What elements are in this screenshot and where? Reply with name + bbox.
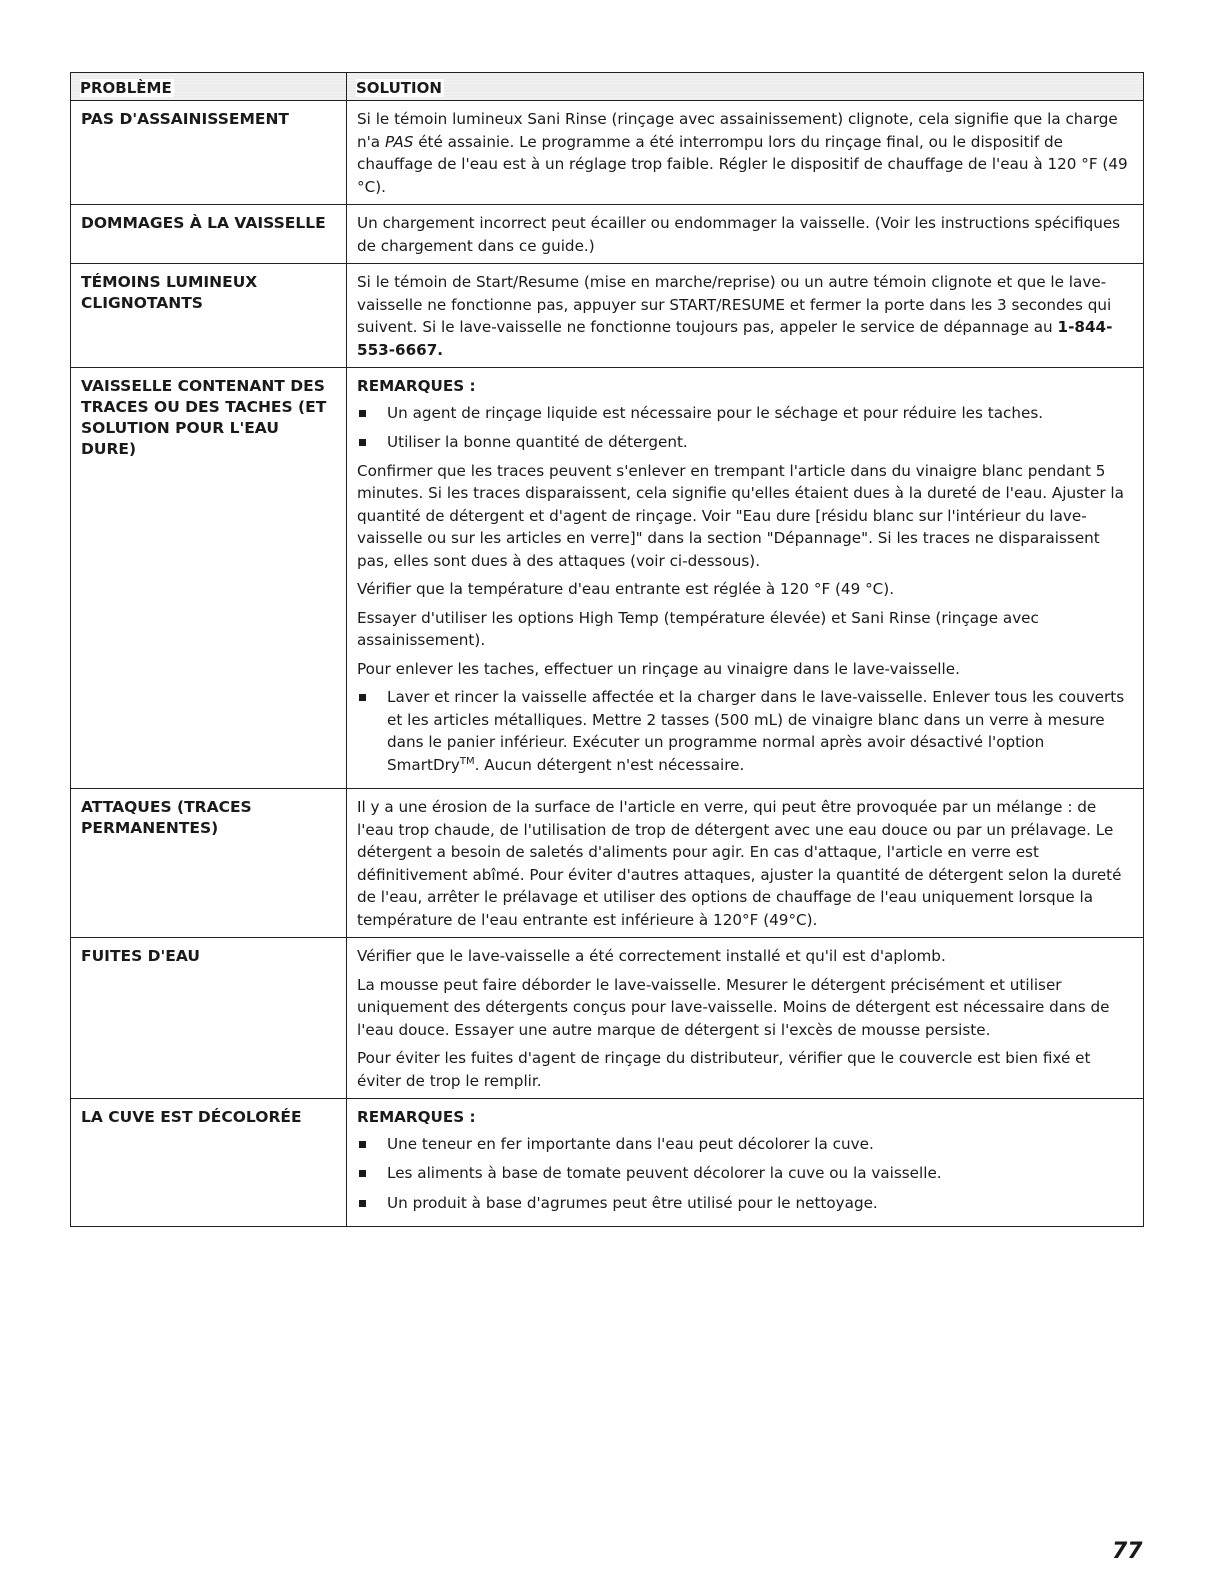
table-row: [71, 938, 1144, 1099]
problem-cell: FUITES D'EAU: [71, 938, 347, 1099]
solution-paragraph: Si le témoin de Start/Resume (mise en marche/reprise) ou un autre témoin clignote et que le lave-vaisselle ne fonctionne pas, appuyer sur START/RESUME et fermer la porte dans les 3 secondes qui suivent. Si le lave-vaisselle ne fonctionne toujours pas, appeler le service de dépannage au 1-844-553-6667.: [357, 273, 1113, 359]
trademark-symbol: TM: [459, 755, 475, 767]
bullet-list: [357, 1133, 1135, 1215]
solution-paragraph: Si le témoin lumineux Sani Rinse (rinçage avec assainissement) clignote, cela signifie que la charge n'a PAS été assainie. Le programme a été interrompu lors du rinçage final, ou le dispositif de chauffage de l'eau est à un réglage trop faible. Régler le dispositif de chauffage de l'eau à 120 °F (49 °C).: [357, 110, 1128, 196]
bullet-list: [357, 686, 1135, 776]
table-row: [71, 101, 1144, 205]
table-row: [71, 1099, 1144, 1227]
problem-cell: LA CUVE EST DÉCOLORÉE: [71, 1099, 347, 1227]
list-item: Une teneur en fer importante dans l'eau peut décolorer la cuve.: [357, 1133, 1135, 1156]
solution-paragraph: Vérifier que la température d'eau entrante est réglée à 120 °F (49 °C).: [357, 580, 895, 598]
solution-paragraph: Pour éviter les fuites d'agent de rinçage du distributeur, vérifier que le couvercle est bien fixé et éviter de trop le remplir.: [357, 1049, 1091, 1090]
table-header-row: [71, 73, 1144, 101]
header-problem: PROBLÈME: [71, 73, 347, 101]
header-solution: SOLUTION: [347, 73, 1144, 101]
page-number: 77: [1112, 1539, 1143, 1564]
problem-cell: TÉMOINS LUMINEUX CLIGNOTANTS: [71, 264, 347, 368]
table-row: [71, 368, 1144, 789]
remarks-heading: REMARQUES :: [357, 1108, 476, 1126]
solution-cell: [347, 101, 1144, 205]
troubleshooting-page: [70, 72, 1143, 1227]
remarks-heading: REMARQUES :: [357, 377, 476, 395]
solution-paragraph: Vérifier que le lave-vaisselle a été correctement installé et qu'il est d'aplomb.: [357, 947, 946, 965]
list-item: Utiliser la bonne quantité de détergent.: [357, 431, 1135, 454]
solution-cell: [347, 1099, 1144, 1227]
solution-cell: [347, 368, 1144, 789]
table-row: [71, 264, 1144, 368]
solution-paragraph: Un chargement incorrect peut écailler ou endommager la vaisselle. (Voir les instructions spécifiques de chargement dans ce guide.): [357, 214, 1121, 255]
solution-paragraph: La mousse peut faire déborder le lave-vaisselle. Mesurer le détergent précisément et utiliser uniquement des détergents conçus pour lave-vaisselle. Moins de détergent est nécessaire dans de l'eau douce. Essayer une autre marque de détergent si l'excès de mousse persiste.: [357, 975, 1110, 1039]
solution-paragraph: Pour enlever les taches, effectuer un rinçage au vinaigre dans le lave-vaisselle.: [357, 659, 960, 678]
troubleshooting-table: [70, 72, 1144, 1227]
bullet-list: [357, 402, 1135, 454]
problem-cell: PAS D'ASSAINISSEMENT: [71, 101, 347, 205]
solution-paragraph: Il y a une érosion de la surface de l'article en verre, qui peut être provoquée par un mélange : de l'eau trop chaude, de l'utilisation de trop de détergent avec une eau douce ou par un prélavage. Le détergent a besoin de saletés d'aliments pour agir. En cas d'attaque, l'article en verre est définitivement abîmé. Pour éviter d'autres attaques, ajuster la quantité de détergent selon la dureté de l'eau, arrêter le prélavage et utiliser des options de chauffage de l'eau uniquement lorsque la température de l'eau entrante est inférieure à 120°F (49°C).: [357, 798, 1122, 929]
solution-cell: [347, 789, 1144, 938]
list-item: Laver et rincer la vaisselle affectée et la charger dans le lave-vaisselle. Enlever tous les couverts et les articles métalliques. Mettre 2 tasses (500 mL) de vinaigre blanc dans un verre à mesure dans le panier inférieur. Exécuter un programme normal après avoir désactivé l'option SmartDry™. Aucun détergent n'est nécessaire.: [357, 686, 1135, 776]
solution-paragraph: Essayer d'utiliser les options High Temp (température élevée) et Sani Rinse (rinçage avec assainissement).: [357, 608, 1039, 649]
service-phone-number: 1-844-553-6667.: [357, 318, 1113, 359]
table-row: [71, 789, 1144, 938]
solution-cell: [347, 938, 1144, 1099]
solution-cell: [347, 205, 1144, 264]
solution-cell: [347, 264, 1144, 368]
problem-cell: DOMMAGES À LA VAISSELLE: [71, 205, 347, 264]
table-row: [71, 205, 1144, 264]
problem-cell: VAISSELLE CONTENANT DES TRACES OU DES TACHES (ET SOLUTION POUR L'EAU DURE): [71, 368, 347, 789]
solution-paragraph: Confirmer que les traces peuvent s'enlever en trempant l'article dans du vinaigre blanc pendant 5 minutes. Si les traces disparaissent, cela signifie qu'elles étaient dues à la dureté de l'eau. Ajuster la quantité de détergent et d'agent de rinçage. Voir "Eau dure [résidu blanc sur l'intérieur du lave-vaisselle ou sur les articles en verre]" dans la section "Dépannage". Si les traces ne disparaissent pas, elles sont dues à des attaques (voir ci-dessous).: [357, 461, 1124, 570]
list-item: Les aliments à base de tomate peuvent décolorer la cuve ou la vaisselle.: [357, 1162, 1135, 1185]
list-item: Un agent de rinçage liquide est nécessaire pour le séchage et pour réduire les taches.: [357, 402, 1135, 425]
list-item: Un produit à base d'agrumes peut être utilisé pour le nettoyage.: [357, 1192, 1135, 1215]
problem-cell: ATTAQUES (TRACES PERMANENTES): [71, 789, 347, 938]
